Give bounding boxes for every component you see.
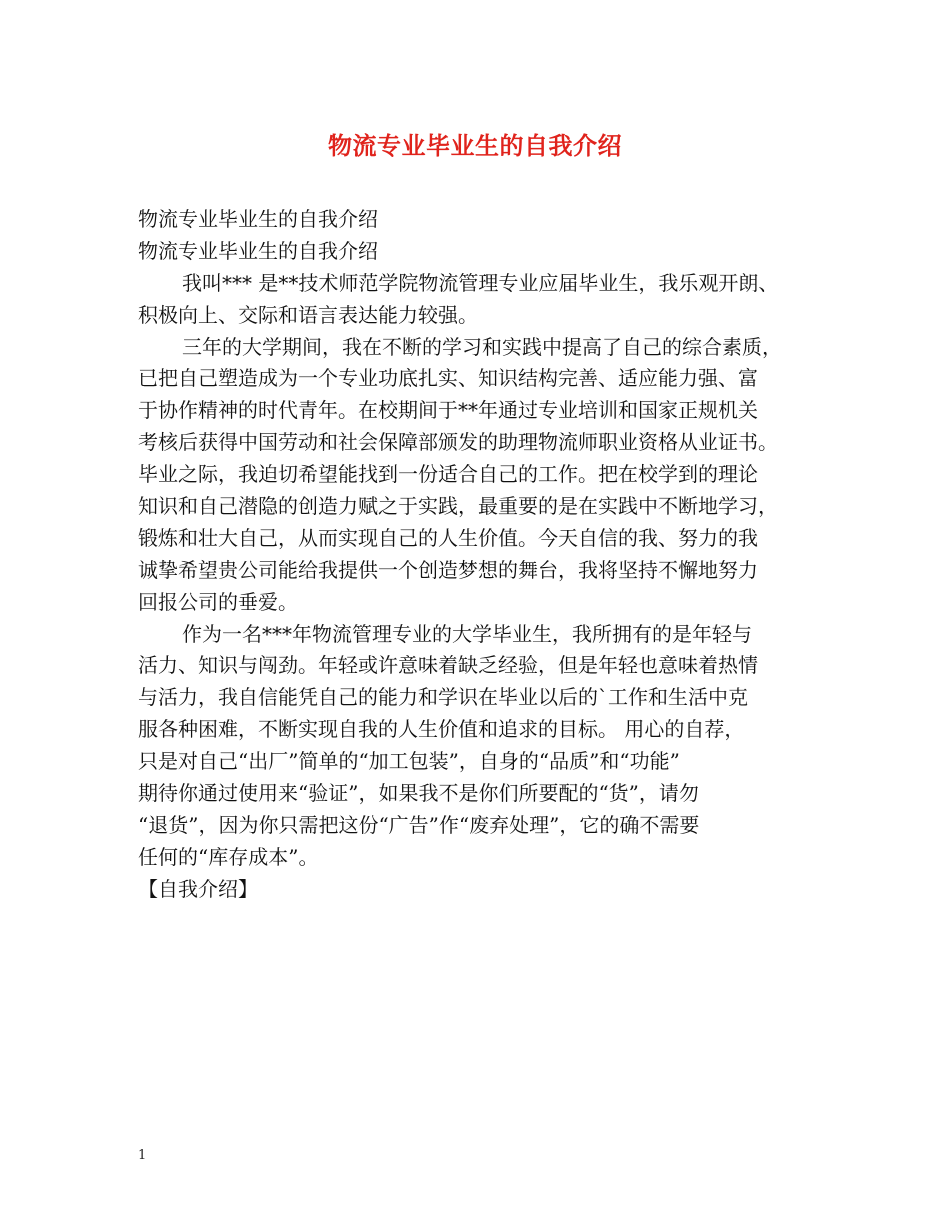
paragraph-2-line: 毕业之际，我迫切希望能找到一份适合自己的工作。把在校学到的理论 [138, 462, 758, 487]
paragraph-3-line: 服各种困难，不断实现自我的人生价值和追求的目标。 用心的自荐， [138, 717, 745, 742]
section-tag: 【自我介绍】 [138, 876, 258, 901]
paragraph-3-line: 任何的“库存成本”。 [138, 844, 319, 869]
subtitle-line-2: 物流专业毕业生的自我介绍 [138, 238, 378, 263]
paragraph-3-line: 活力、知识与闯劲。年轻或许意味着缺乏经验，但是年轻也意味着热情 [138, 653, 758, 678]
paragraph-2-line: 于协作精神的时代青年。在校期间于**年通过专业培训和国家正规机关 [138, 398, 758, 423]
paragraph-3-line: 只是对自己“出厂”简单的“加工包装”，自身的“品质”和“功能” [138, 749, 680, 774]
paragraph-2-line: 锻炼和壮大自己，从而实现自己的人生价值。今天自信的我、努力的我 [138, 525, 758, 550]
paragraph-2-line: 已把自己塑造成为一个专业功底扎实、知识结构完善、适应能力强、富 [138, 366, 758, 391]
paragraph-3-line: 作为一名***年物流管理专业的大学毕业生，我所拥有的是年轻与 [182, 621, 752, 646]
paragraph-2-line: 三年的大学期间，我在不断的学习和实践中提高了自己的综合素质， [182, 334, 782, 359]
paragraph-2-line: 诚挚希望贵公司能给我提供一个创造梦想的舞台，我将坚持不懈地努力 [138, 557, 758, 582]
paragraph-2-line: 回报公司的垂爱。 [138, 589, 298, 614]
page-number: 1 [138, 1148, 147, 1163]
paragraph-3-line: 期待你通过使用来“验证”，如果我不是你们所要配的“货”，请勿 [138, 781, 699, 806]
document-body [138, 204, 818, 906]
paragraph-3-line: 与活力，我自信能凭自己的能力和学识在毕业以后的`工作和生活中克 [138, 685, 748, 710]
paragraph-3-line: “退货”，因为你只需把这份“广告”作“废弃处理”，它的确不需要 [138, 812, 700, 837]
subtitle-line-1: 物流专业毕业生的自我介绍 [138, 207, 378, 231]
paragraph-2-line: 考核后获得中国劳动和社会保障部颁发的助理物流师职业资格从业证书。 [138, 430, 778, 455]
paragraph-1-line: 我叫*** 是**技术师范学院物流管理专业应届毕业生，我乐观开朗、 [182, 270, 779, 295]
paragraph-2-line: 知识和自己潜隐的创造力赋之于实践，最重要的是在实践中不断地学习， [138, 494, 778, 519]
paragraph-1-line: 积极向上、交际和语言表达能力较强。 [138, 302, 478, 327]
document-title: 物流专业毕业生的自我介绍 [328, 131, 622, 160]
